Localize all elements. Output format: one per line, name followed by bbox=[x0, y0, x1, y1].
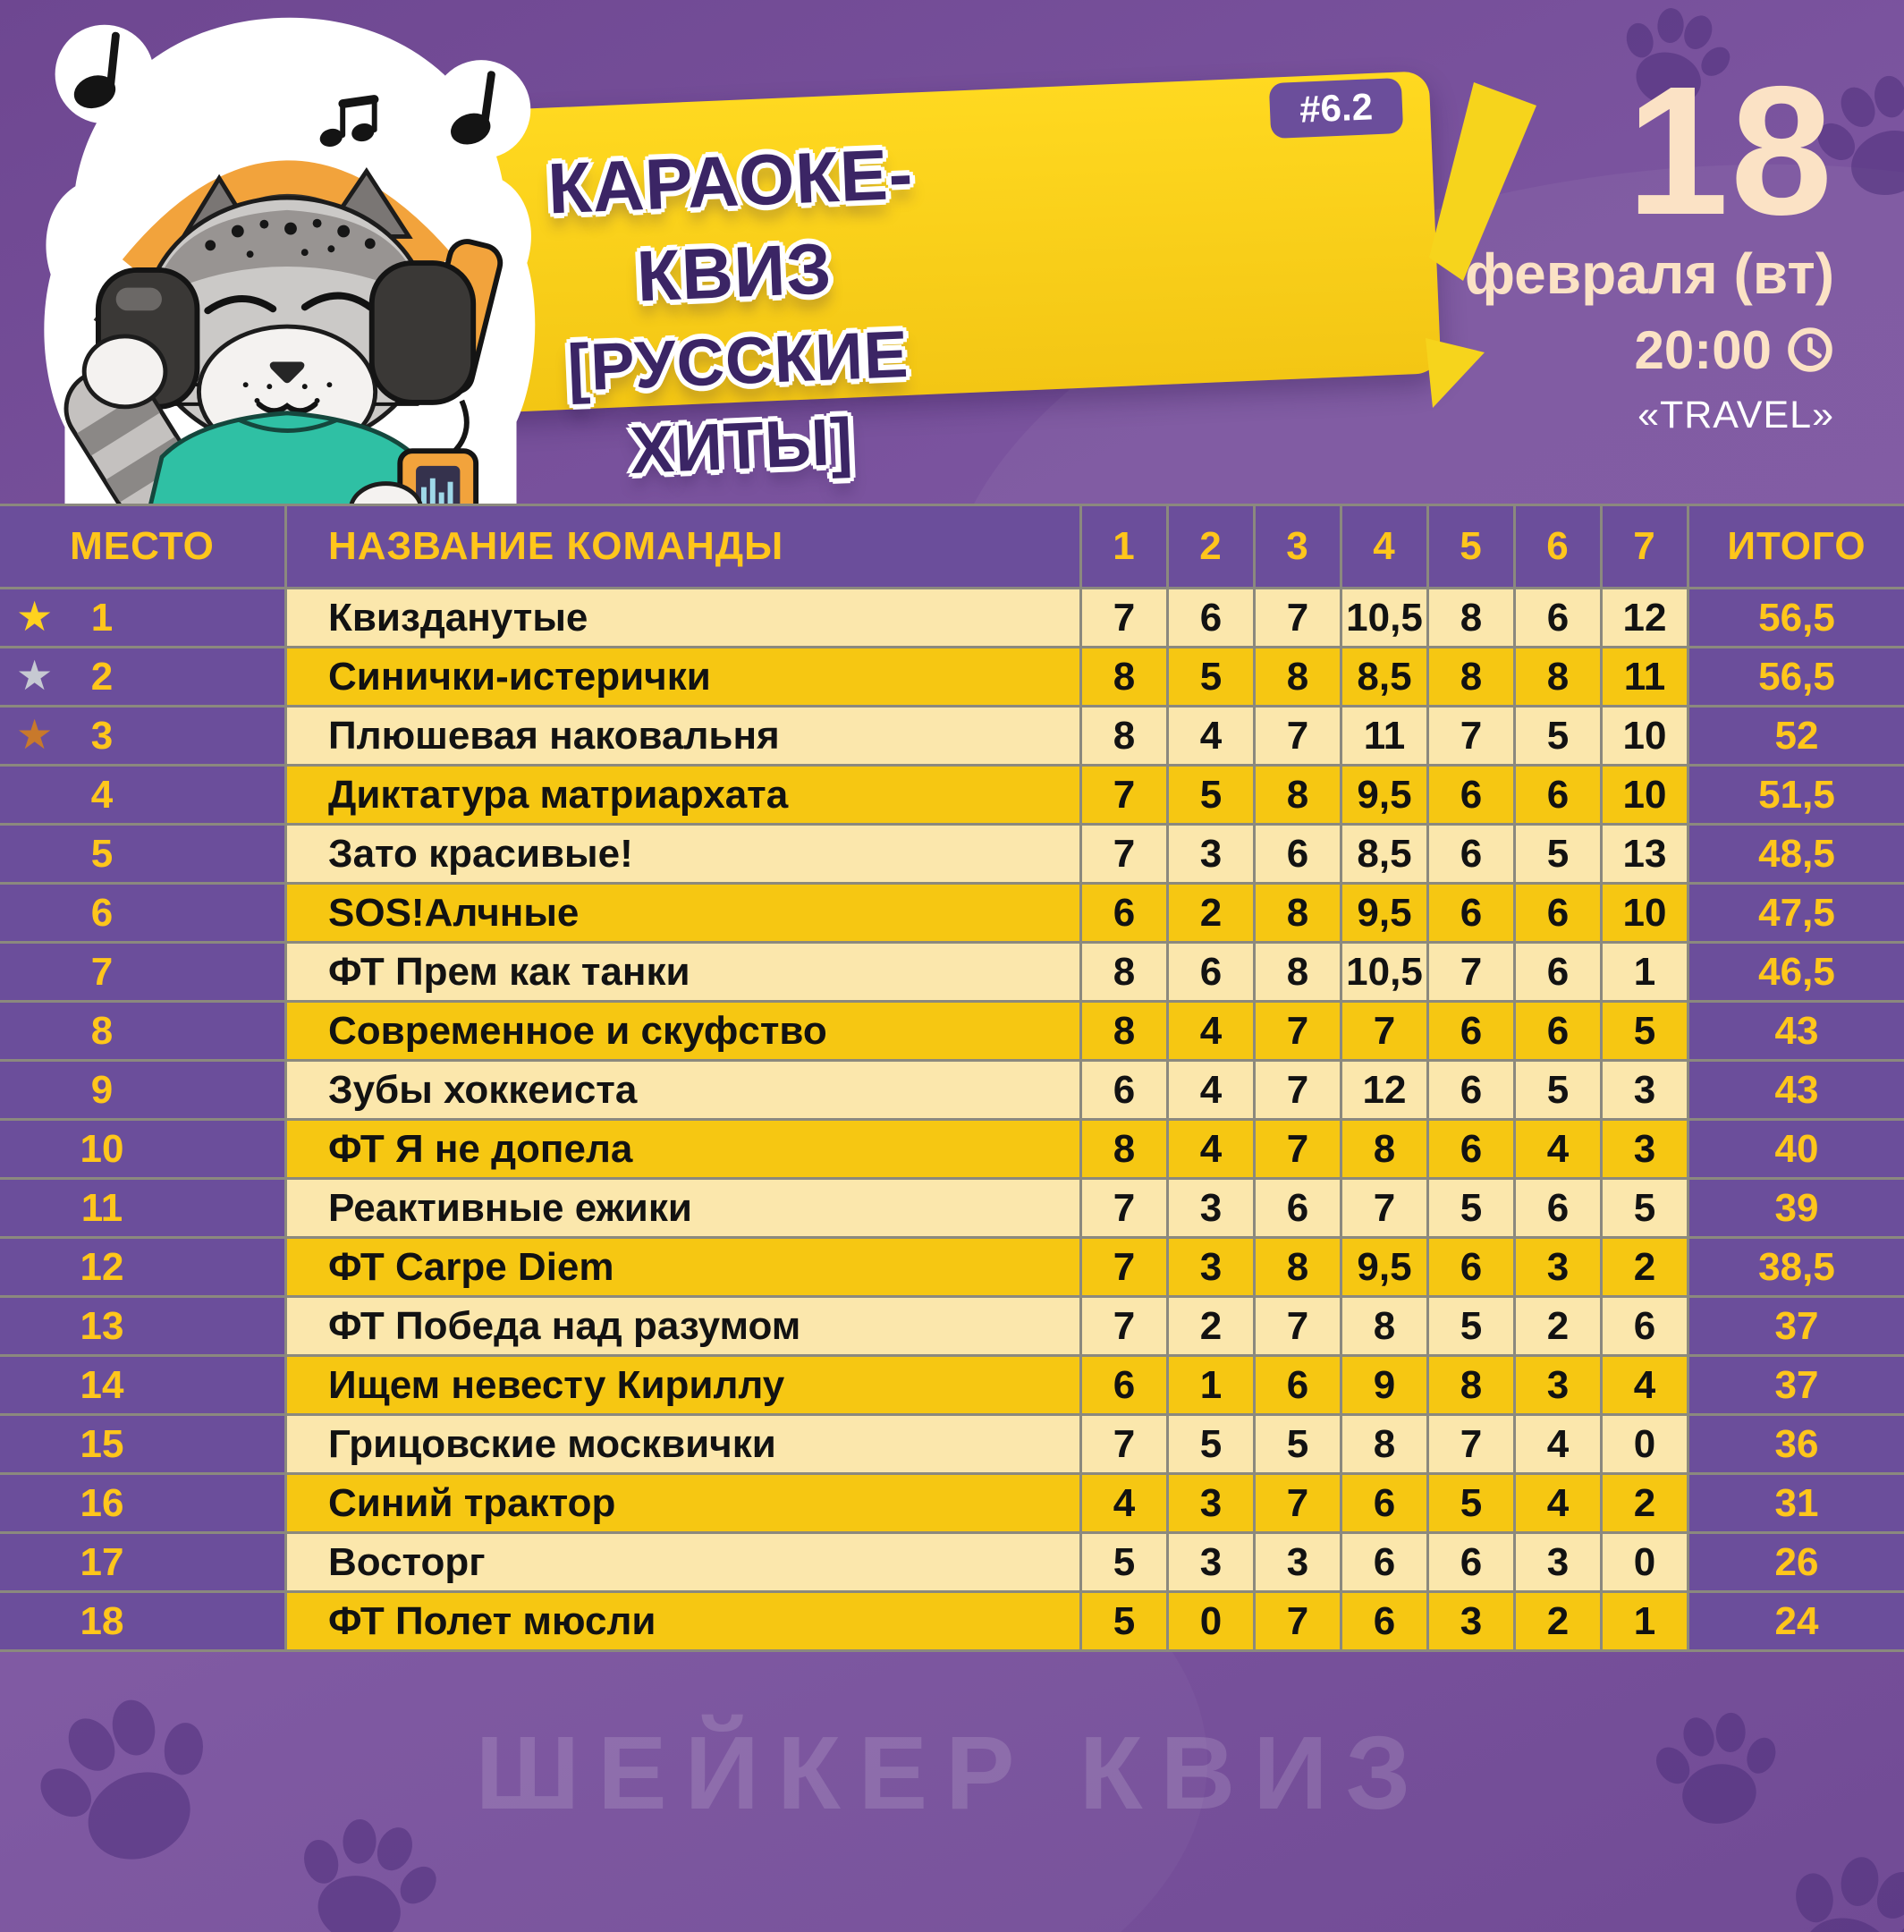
round-score: 3 bbox=[1169, 1475, 1253, 1531]
round-score: 7 bbox=[1082, 1416, 1166, 1472]
round-score: 6 bbox=[1516, 767, 1600, 823]
round-score: 0 bbox=[1603, 1416, 1687, 1472]
brand-watermark: ШЕЙКЕР КВИЗ bbox=[475, 1715, 1429, 1831]
place-value: 14 bbox=[80, 1362, 124, 1407]
round-score: 6 bbox=[1429, 1534, 1513, 1590]
table-row bbox=[0, 885, 1904, 941]
team-name: Современное и скуфство bbox=[287, 1003, 1079, 1059]
round-score: 6 bbox=[1342, 1534, 1426, 1590]
cat-with-headphones-sticker bbox=[16, 5, 563, 526]
place-value: 6 bbox=[90, 890, 114, 935]
place-value: 3 bbox=[90, 713, 114, 758]
round-score: 6 bbox=[1429, 1062, 1513, 1118]
round-score: 8 bbox=[1082, 1121, 1166, 1177]
col-header-round-5: 5 bbox=[1429, 506, 1513, 587]
team-name: ФТ Победа над разумом bbox=[287, 1298, 1079, 1354]
round-score: 10,5 bbox=[1342, 589, 1426, 646]
team-name: ФТ Прем как танки bbox=[287, 944, 1079, 1000]
table-row bbox=[0, 767, 1904, 823]
place-cell bbox=[0, 1239, 284, 1295]
place-value: 1 bbox=[90, 595, 114, 640]
total-value: 40 bbox=[1689, 1121, 1904, 1177]
team-name: Грицовские москвички bbox=[287, 1416, 1079, 1472]
round-score: 10 bbox=[1603, 885, 1687, 941]
place-cell bbox=[0, 1298, 284, 1354]
team-name: Плюшевая наковальня bbox=[287, 708, 1079, 764]
table-row bbox=[0, 1239, 1904, 1295]
round-score: 8 bbox=[1082, 944, 1166, 1000]
round-score: 5 bbox=[1082, 1593, 1166, 1649]
round-score: 5 bbox=[1429, 1298, 1513, 1354]
round-score: 2 bbox=[1603, 1239, 1687, 1295]
place-cell bbox=[0, 1062, 284, 1118]
round-score: 4 bbox=[1169, 708, 1253, 764]
medal-star-icon: ★ bbox=[16, 710, 54, 758]
team-name: Зубы хоккеиста bbox=[287, 1062, 1079, 1118]
round-score: 6 bbox=[1256, 1357, 1340, 1413]
round-score: 6 bbox=[1082, 885, 1166, 941]
round-score: 4 bbox=[1169, 1062, 1253, 1118]
clock-icon bbox=[1786, 326, 1834, 374]
paw-print-icon bbox=[1760, 1832, 1904, 1932]
round-score: 4 bbox=[1603, 1357, 1687, 1413]
round-score: 0 bbox=[1169, 1593, 1253, 1649]
place-cell bbox=[0, 648, 284, 705]
place-value: 17 bbox=[80, 1539, 124, 1584]
place-cell bbox=[0, 708, 284, 764]
total-value: 47,5 bbox=[1689, 885, 1904, 941]
col-header-total: ИТОГО bbox=[1689, 506, 1904, 587]
col-header-round-2: 2 bbox=[1169, 506, 1253, 587]
round-score: 11 bbox=[1342, 708, 1426, 764]
round-score: 3 bbox=[1169, 1180, 1253, 1236]
table-row bbox=[0, 1180, 1904, 1236]
round-score: 4 bbox=[1516, 1475, 1600, 1531]
round-score: 8 bbox=[1082, 648, 1166, 705]
round-score: 5 bbox=[1169, 767, 1253, 823]
round-score: 7 bbox=[1082, 826, 1166, 882]
round-score: 8 bbox=[1256, 767, 1340, 823]
table-row bbox=[0, 589, 1904, 646]
total-value: 24 bbox=[1689, 1593, 1904, 1649]
table-row bbox=[0, 1534, 1904, 1590]
total-value: 31 bbox=[1689, 1475, 1904, 1531]
table-row bbox=[0, 1357, 1904, 1413]
round-score: 8 bbox=[1256, 885, 1340, 941]
round-score: 5 bbox=[1429, 1475, 1513, 1531]
place-value: 8 bbox=[90, 1008, 114, 1053]
round-score: 1 bbox=[1169, 1357, 1253, 1413]
round-score: 8 bbox=[1342, 1298, 1426, 1354]
round-score: 6 bbox=[1429, 826, 1513, 882]
place-cell bbox=[0, 944, 284, 1000]
round-score: 4 bbox=[1516, 1121, 1600, 1177]
place-cell bbox=[0, 1534, 284, 1590]
round-score: 5 bbox=[1082, 1534, 1166, 1590]
round-score: 7 bbox=[1082, 589, 1166, 646]
col-header-round-3: 3 bbox=[1256, 506, 1340, 587]
total-value: 48,5 bbox=[1689, 826, 1904, 882]
round-score: 8 bbox=[1342, 1416, 1426, 1472]
round-score: 3 bbox=[1603, 1062, 1687, 1118]
table-header-row bbox=[0, 506, 1904, 587]
round-score: 5 bbox=[1169, 1416, 1253, 1472]
round-score: 9,5 bbox=[1342, 885, 1426, 941]
round-score: 6 bbox=[1082, 1357, 1166, 1413]
team-name: ФТ Carpe Diem bbox=[287, 1239, 1079, 1295]
place-value: 18 bbox=[80, 1598, 124, 1643]
table-row bbox=[0, 1062, 1904, 1118]
total-value: 56,5 bbox=[1689, 648, 1904, 705]
round-score: 7 bbox=[1082, 1239, 1166, 1295]
table-row bbox=[0, 826, 1904, 882]
round-score: 12 bbox=[1342, 1062, 1426, 1118]
round-score: 6 bbox=[1516, 1180, 1600, 1236]
round-score: 4 bbox=[1169, 1121, 1253, 1177]
event-title-line1: КАРАОКЕ-КВИЗ bbox=[546, 133, 915, 317]
round-score: 7 bbox=[1256, 589, 1340, 646]
round-score: 5 bbox=[1516, 826, 1600, 882]
results-table bbox=[0, 504, 1904, 1652]
round-score: 1 bbox=[1603, 1593, 1687, 1649]
round-score: 7 bbox=[1256, 1003, 1340, 1059]
round-score: 0 bbox=[1603, 1534, 1687, 1590]
col-header-round-6: 6 bbox=[1516, 506, 1600, 587]
place-value: 13 bbox=[80, 1303, 124, 1348]
place-cell bbox=[0, 1357, 284, 1413]
round-score: 7 bbox=[1256, 1298, 1340, 1354]
medal-star-icon: ★ bbox=[16, 651, 54, 699]
round-score: 7 bbox=[1429, 944, 1513, 1000]
team-name: Синий трактор bbox=[287, 1475, 1079, 1531]
col-header-round-4: 4 bbox=[1342, 506, 1426, 587]
round-score: 6 bbox=[1256, 1180, 1340, 1236]
table-row bbox=[0, 1003, 1904, 1059]
event-time: 20:00 bbox=[1634, 319, 1772, 380]
round-score: 6 bbox=[1169, 944, 1253, 1000]
cat-paw bbox=[84, 336, 165, 407]
place-cell bbox=[0, 589, 284, 646]
place-value: 9 bbox=[90, 1067, 114, 1112]
round-score: 8 bbox=[1429, 648, 1513, 705]
round-score: 8 bbox=[1429, 1357, 1513, 1413]
round-score: 3 bbox=[1516, 1534, 1600, 1590]
round-score: 7 bbox=[1256, 1475, 1340, 1531]
table-row bbox=[0, 648, 1904, 705]
place-cell bbox=[0, 1593, 284, 1649]
place-value: 16 bbox=[80, 1480, 124, 1525]
total-value: 52 bbox=[1689, 708, 1904, 764]
round-score: 6 bbox=[1256, 826, 1340, 882]
team-name: ФТ Полет мюсли bbox=[287, 1593, 1079, 1649]
round-score: 5 bbox=[1516, 708, 1600, 764]
round-score: 5 bbox=[1256, 1416, 1340, 1472]
round-score: 6 bbox=[1516, 944, 1600, 1000]
table-row bbox=[0, 1475, 1904, 1531]
round-score: 2 bbox=[1169, 885, 1253, 941]
round-score: 6 bbox=[1169, 589, 1253, 646]
event-month-weekday: февраля (вт) bbox=[1464, 241, 1834, 306]
team-name: Синички-истерички bbox=[287, 648, 1079, 705]
table-row bbox=[0, 1298, 1904, 1354]
round-score: 7 bbox=[1256, 708, 1340, 764]
round-score: 12 bbox=[1603, 589, 1687, 646]
round-score: 2 bbox=[1603, 1475, 1687, 1531]
round-score: 8 bbox=[1256, 1239, 1340, 1295]
round-score: 5 bbox=[1603, 1180, 1687, 1236]
round-score: 3 bbox=[1169, 1239, 1253, 1295]
round-score: 4 bbox=[1516, 1416, 1600, 1472]
round-score: 8 bbox=[1256, 944, 1340, 1000]
col-header-round-1: 1 bbox=[1082, 506, 1166, 587]
round-score: 10 bbox=[1603, 708, 1687, 764]
place-value: 10 bbox=[80, 1126, 124, 1171]
round-score: 7 bbox=[1429, 1416, 1513, 1472]
total-value: 38,5 bbox=[1689, 1239, 1904, 1295]
round-score: 3 bbox=[1516, 1239, 1600, 1295]
round-score: 5 bbox=[1429, 1180, 1513, 1236]
schedule-block bbox=[1464, 48, 1834, 437]
team-name: Восторг bbox=[287, 1534, 1079, 1590]
round-score: 6 bbox=[1342, 1475, 1426, 1531]
round-score: 8 bbox=[1342, 1121, 1426, 1177]
place-value: 5 bbox=[90, 831, 114, 876]
event-venue: «TRAVEL» bbox=[1637, 393, 1834, 436]
total-value: 39 bbox=[1689, 1180, 1904, 1236]
round-score: 3 bbox=[1256, 1534, 1340, 1590]
table-row bbox=[0, 708, 1904, 764]
round-score: 7 bbox=[1082, 1298, 1166, 1354]
place-value: 12 bbox=[80, 1244, 124, 1289]
total-value: 56,5 bbox=[1689, 589, 1904, 646]
round-score: 7 bbox=[1256, 1121, 1340, 1177]
round-score: 7 bbox=[1429, 708, 1513, 764]
round-score: 5 bbox=[1169, 648, 1253, 705]
team-name: Реактивные ежики bbox=[287, 1180, 1079, 1236]
round-score: 8 bbox=[1082, 708, 1166, 764]
round-score: 7 bbox=[1082, 767, 1166, 823]
round-score: 1 bbox=[1603, 944, 1687, 1000]
total-value: 37 bbox=[1689, 1298, 1904, 1354]
round-score: 9,5 bbox=[1342, 1239, 1426, 1295]
round-score: 6 bbox=[1429, 1239, 1513, 1295]
game-number-badge: #6.2 bbox=[1269, 78, 1403, 139]
place-cell bbox=[0, 767, 284, 823]
round-score: 8 bbox=[1082, 1003, 1166, 1059]
round-score: 6 bbox=[1429, 767, 1513, 823]
table-row bbox=[0, 1416, 1904, 1472]
round-score: 8 bbox=[1256, 648, 1340, 705]
place-cell bbox=[0, 1180, 284, 1236]
team-name: Зато красивые! bbox=[287, 826, 1079, 882]
place-value: 2 bbox=[90, 654, 114, 699]
event-title-line2: [РУССКИЕ ХИТЫ] bbox=[565, 316, 910, 487]
round-score: 7 bbox=[1082, 1180, 1166, 1236]
round-score: 2 bbox=[1169, 1298, 1253, 1354]
round-score: 8,5 bbox=[1342, 826, 1426, 882]
place-cell bbox=[0, 1475, 284, 1531]
place-cell bbox=[0, 1416, 284, 1472]
round-score: 13 bbox=[1603, 826, 1687, 882]
place-value: 7 bbox=[90, 949, 114, 994]
place-cell bbox=[0, 885, 284, 941]
round-score: 8,5 bbox=[1342, 648, 1426, 705]
total-value: 37 bbox=[1689, 1357, 1904, 1413]
place-value: 11 bbox=[80, 1185, 123, 1230]
round-score: 6 bbox=[1429, 1121, 1513, 1177]
round-score: 7 bbox=[1256, 1593, 1340, 1649]
col-header-place: МЕСТО bbox=[0, 506, 284, 587]
team-name: SOS!Алчные bbox=[287, 885, 1079, 941]
round-score: 6 bbox=[1429, 885, 1513, 941]
round-score: 3 bbox=[1169, 1534, 1253, 1590]
round-score: 7 bbox=[1256, 1062, 1340, 1118]
place-cell bbox=[0, 826, 284, 882]
round-score: 9 bbox=[1342, 1357, 1426, 1413]
round-score: 3 bbox=[1603, 1121, 1687, 1177]
total-value: 43 bbox=[1689, 1003, 1904, 1059]
team-name: Диктатура матриархата bbox=[287, 767, 1079, 823]
place-cell bbox=[0, 1003, 284, 1059]
round-score: 3 bbox=[1169, 826, 1253, 882]
round-score: 8 bbox=[1516, 648, 1600, 705]
total-value: 51,5 bbox=[1689, 767, 1904, 823]
round-score: 3 bbox=[1516, 1357, 1600, 1413]
table-row bbox=[0, 944, 1904, 1000]
total-value: 36 bbox=[1689, 1416, 1904, 1472]
round-score: 6 bbox=[1082, 1062, 1166, 1118]
round-score: 2 bbox=[1516, 1298, 1600, 1354]
place-value: 4 bbox=[90, 772, 114, 817]
total-value: 26 bbox=[1689, 1534, 1904, 1590]
round-score: 6 bbox=[1603, 1298, 1687, 1354]
round-score: 6 bbox=[1429, 1003, 1513, 1059]
round-score: 6 bbox=[1516, 589, 1600, 646]
round-score: 4 bbox=[1082, 1475, 1166, 1531]
round-score: 2 bbox=[1516, 1593, 1600, 1649]
place-cell bbox=[0, 1121, 284, 1177]
medal-star-icon: ★ bbox=[16, 592, 54, 640]
event-day: 18 bbox=[1626, 48, 1834, 253]
table-row bbox=[0, 1593, 1904, 1649]
round-score: 8 bbox=[1429, 589, 1513, 646]
round-score: 7 bbox=[1342, 1003, 1426, 1059]
team-name: Ищем невесту Кириллу bbox=[287, 1357, 1079, 1413]
team-name: Квизданутые bbox=[287, 589, 1079, 646]
round-score: 4 bbox=[1169, 1003, 1253, 1059]
round-score: 10 bbox=[1603, 767, 1687, 823]
round-score: 5 bbox=[1603, 1003, 1687, 1059]
round-score: 7 bbox=[1342, 1180, 1426, 1236]
round-score: 6 bbox=[1516, 885, 1600, 941]
total-value: 46,5 bbox=[1689, 944, 1904, 1000]
round-score: 10,5 bbox=[1342, 944, 1426, 1000]
round-score: 6 bbox=[1342, 1593, 1426, 1649]
round-score: 9,5 bbox=[1342, 767, 1426, 823]
col-header-round-7: 7 bbox=[1603, 506, 1687, 587]
col-header-team: НАЗВАНИЕ КОМАНДЫ bbox=[287, 506, 1079, 587]
team-name: ФТ Я не допела bbox=[287, 1121, 1079, 1177]
table-row bbox=[0, 1121, 1904, 1177]
round-score: 11 bbox=[1603, 648, 1687, 705]
place-value: 15 bbox=[80, 1421, 124, 1466]
total-value: 43 bbox=[1689, 1062, 1904, 1118]
round-score: 3 bbox=[1429, 1593, 1513, 1649]
round-score: 6 bbox=[1516, 1003, 1600, 1059]
round-score: 5 bbox=[1516, 1062, 1600, 1118]
